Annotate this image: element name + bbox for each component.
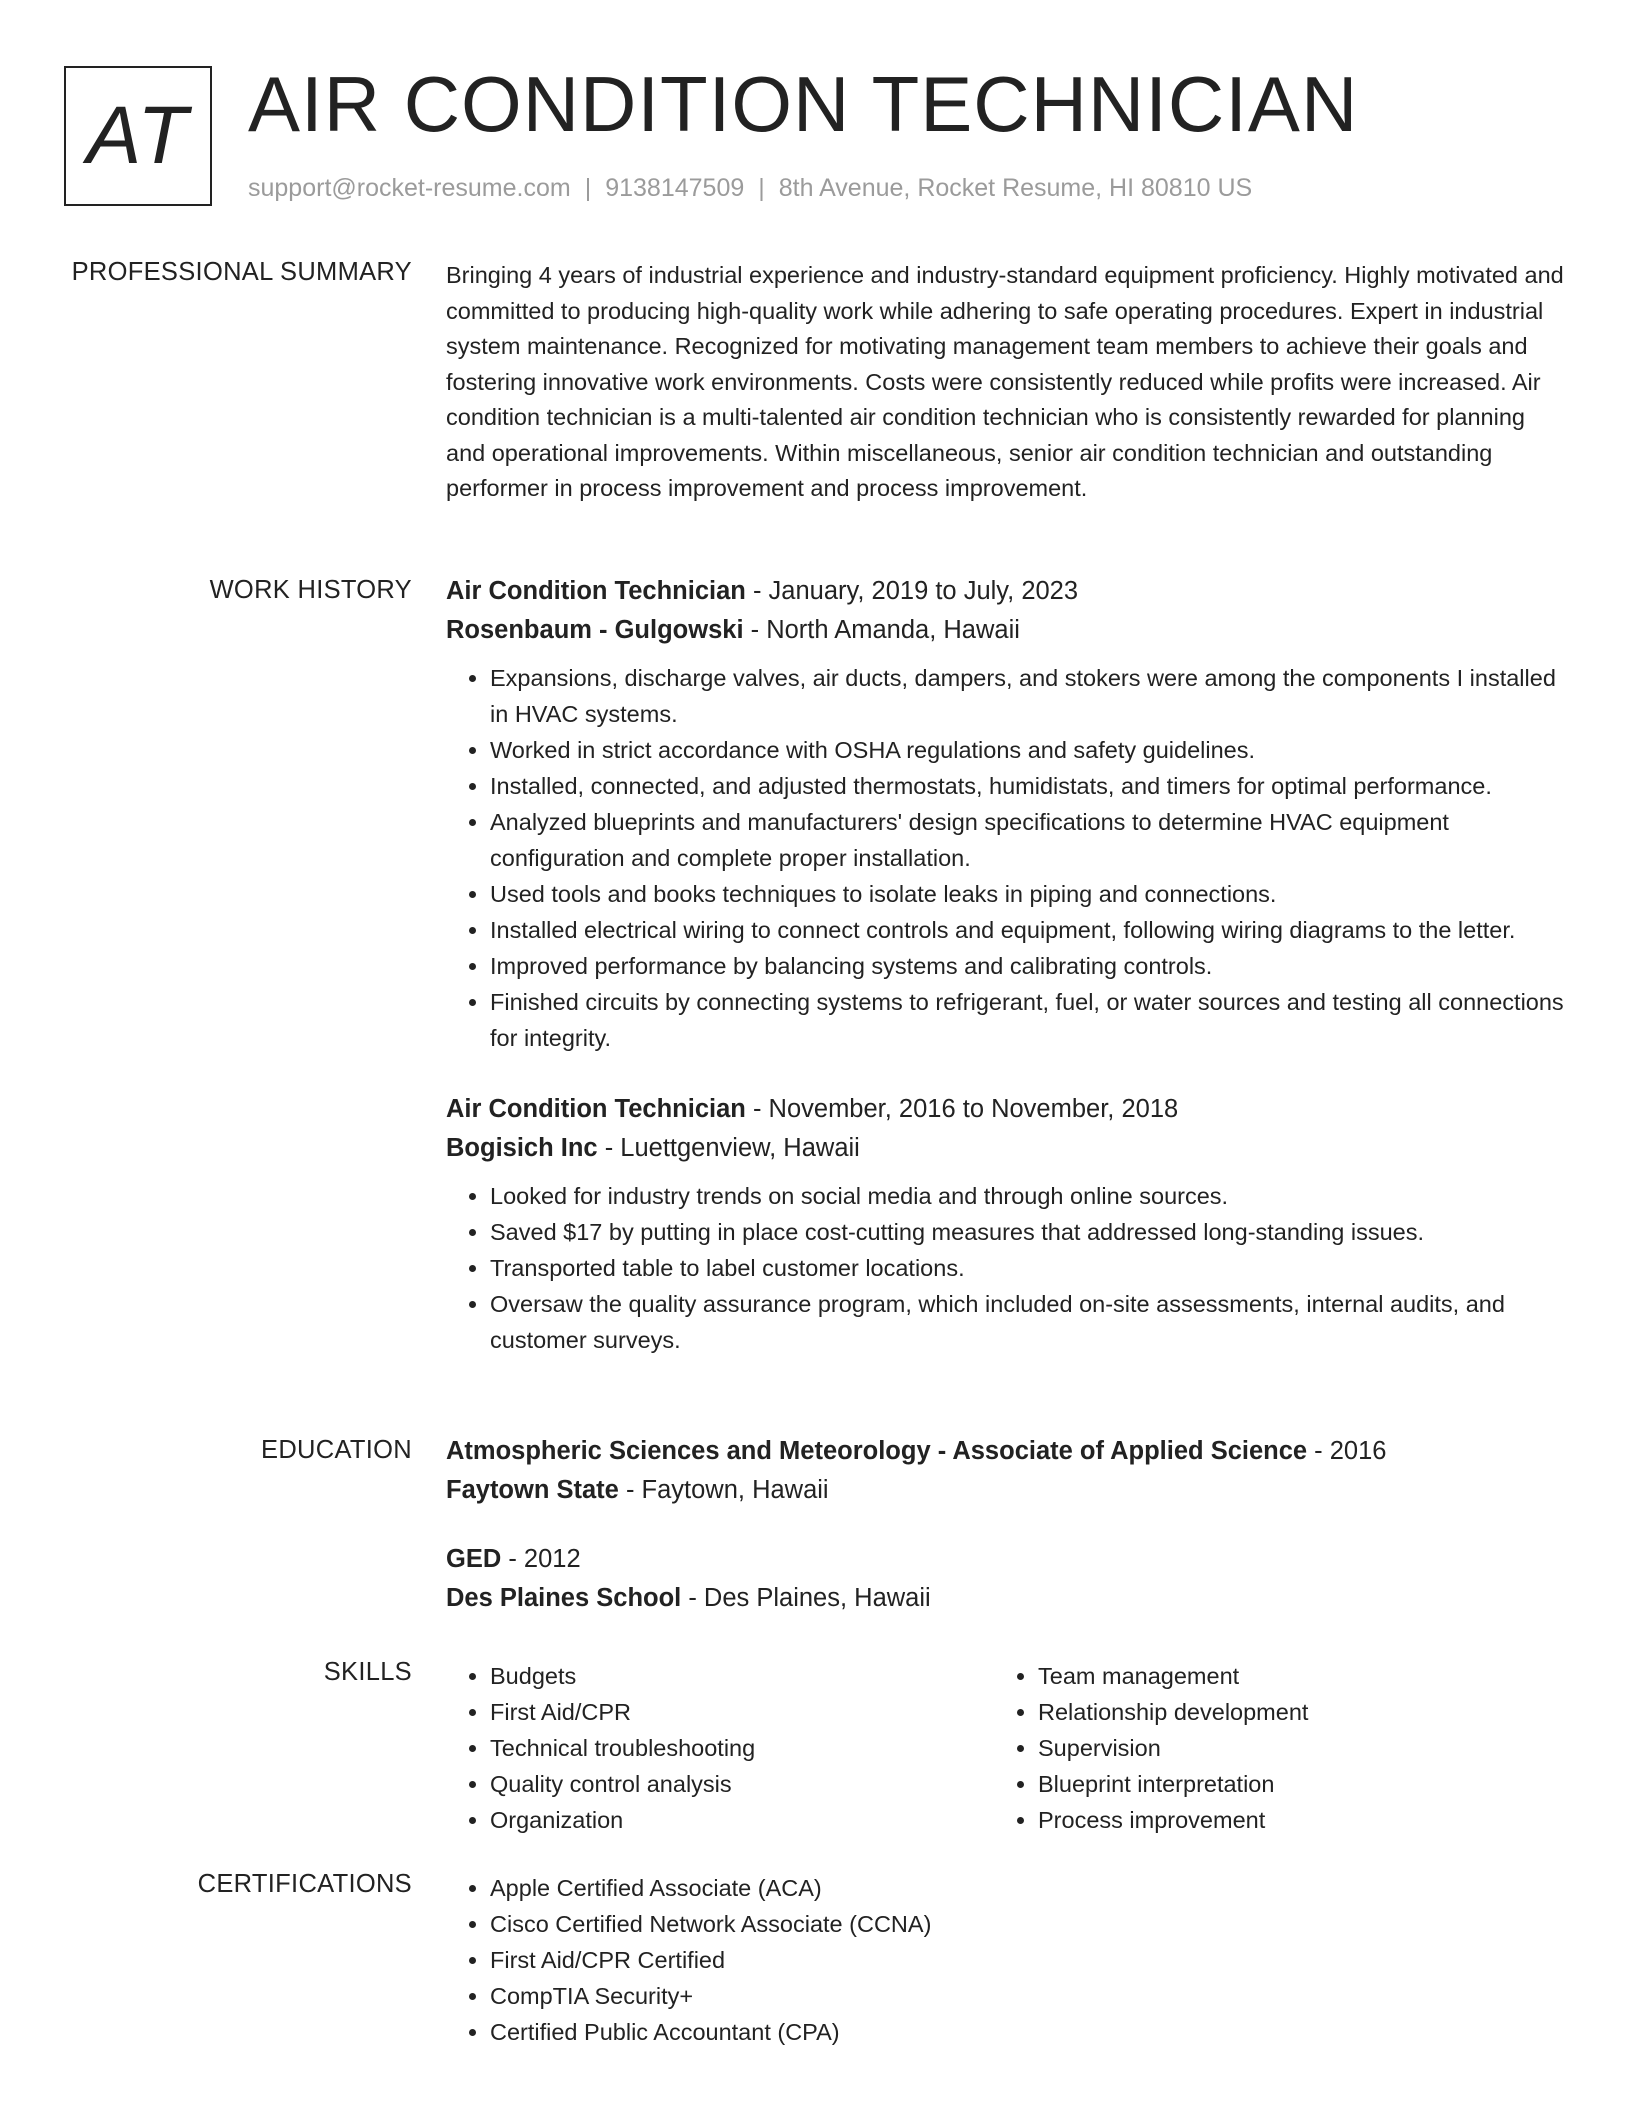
job-bullets [446,1178,1566,1358]
section-title: SKILLS [323,1658,412,1686]
degree: Atmospheric Sciences and Meteorology - Associate of Applied Science [446,1437,1308,1465]
certification-item: • First Aid/CPR Certified [490,1942,1566,1978]
education-entry [446,1432,1566,1510]
job-role-line [446,1090,1566,1129]
job-role: Air Condition Technician [446,1095,746,1123]
section-title: EDUCATION [261,1436,412,1464]
school-location: - Des Plaines, Hawaii [681,1584,931,1612]
degree-year: - 2012 [501,1545,581,1573]
school: Faytown State [446,1476,619,1504]
skill-item: • Supervision [1038,1730,1542,1766]
degree-year: - 2016 [1307,1437,1387,1465]
contact-email[interactable]: support@rocket-resume.com [248,174,571,202]
job-role-line [446,572,1566,611]
job-entry [446,1090,1566,1358]
job-dates: - January, 2019 to July, 2023 [745,577,1079,605]
skill-item: • First Aid/CPR [490,1694,994,1730]
degree: GED [446,1545,502,1573]
skill-item: • Organization [490,1802,994,1838]
certifications-list [446,1870,1566,2050]
list-item: • Worked in strict accordance with OSHA regulations and safety guidelines. [490,732,1566,768]
contact-separator: | [584,174,592,202]
school-location: - Faytown, Hawaii [618,1476,829,1504]
contact-separator: | [758,174,765,202]
job-location: - North Amanda, Hawaii [743,616,1020,644]
summary-text: Bringing 4 years of industrial experience and industry-standard equipment proficiency. Highly motivated and committed to producing high-quality work while adhering to safe operating procedures. Expert in industrial system maintenance. Recognized for motivating management team members to achieve their goals and fostering innovative work environments. Costs were consistently reduced while profits were increased. Air condition technician is a multi-talented air condition technician who is consistently rewarded for planning and operational improvements. Within miscellaneous, senior air condition technician and outstanding performer in process improvement and process improvement. [446,262,1564,501]
skill-item: • Blueprint interpretation [1038,1766,1542,1802]
list-item: • Transported table to label customer locations. [490,1250,1566,1286]
list-item: • Installed electrical wiring to connect controls and equipment, following wiring diagrams to the letter. [490,912,1566,948]
skills-column-1 [446,1658,994,1838]
list-item: • Oversaw the quality assurance program, which included on-site assessments, internal audits, and customer surveys. [490,1286,1566,1358]
skill-item: • Budgets [490,1658,994,1694]
resume-header [64,60,1584,210]
section-title: CERTIFICATIONS [197,1870,412,1898]
list-item: • Installed, connected, and adjusted thermostats, humidistats, and timers for optimal performance. [490,768,1566,804]
school-line [446,1471,1566,1510]
degree-line [446,1432,1566,1471]
school-line [446,1579,1566,1618]
list-item: • Improved performance by balancing systems and calibrating controls. [490,948,1566,984]
list-item: • Expansions, discharge valves, air ducts, dampers, and stokers were among the components I installed in HVAC systems. [490,660,1566,732]
certification-item: • Certified Public Accountant (CPA) [490,2014,1566,2050]
job-company-line [446,1129,1566,1168]
job-company: Bogisich Inc [446,1134,598,1162]
degree-line [446,1540,1566,1579]
list-item: • Finished circuits by connecting systems to refrigerant, fuel, or water sources and testing all connections for integrity. [490,984,1566,1056]
section-title: WORK HISTORY [209,576,412,604]
list-item: • Saved $17 by putting in place cost-cutting measures that addressed long-standing issues. [490,1214,1566,1250]
certification-item: • Cisco Certified Network Associate (CCNA) [490,1906,1566,1942]
job-bullets [446,660,1566,1056]
skills-column-2 [994,1658,1542,1838]
certification-item: • CompTIA Security+ [490,1978,1566,2014]
skill-item: • Team management [1038,1658,1542,1694]
job-entry [446,572,1566,1056]
certification-item: • Apple Certified Associate (ACA) [490,1870,1566,1906]
job-role: Air Condition Technician [446,577,746,605]
job-company: Rosenbaum - Gulgowski [446,616,744,644]
skill-item: • Relationship development [1038,1694,1542,1730]
contact-phone[interactable]: 9138147509 [605,174,745,202]
job-company-line [446,611,1566,650]
school: Des Plaines School [446,1584,682,1612]
education-entry [446,1540,1566,1618]
list-item: • Analyzed blueprints and manufacturers' design specifications to determine HVAC equipment configuration and complete proper installation. [490,804,1566,876]
contact-line [248,174,1252,203]
monogram-logo: AT [64,66,212,206]
skill-item: • Process improvement [1038,1802,1542,1838]
skill-item: • Quality control analysis [490,1766,994,1802]
list-item: • Used tools and books techniques to isolate leaks in piping and connections. [490,876,1566,912]
job-dates: - November, 2016 to November, 2018 [745,1095,1179,1123]
list-item: • Looked for industry trends on social media and through online sources. [490,1178,1566,1214]
contact-address: 8th Avenue, Rocket Resume, HI 80810 US [778,174,1253,202]
skill-item: • Technical troubleshooting [490,1730,994,1766]
candidate-name: AIR CONDITION TECHNICIAN [248,60,1359,148]
section-title: PROFESSIONAL SUMMARY [71,258,412,286]
job-location: - Luettgenview, Hawaii [597,1134,860,1162]
